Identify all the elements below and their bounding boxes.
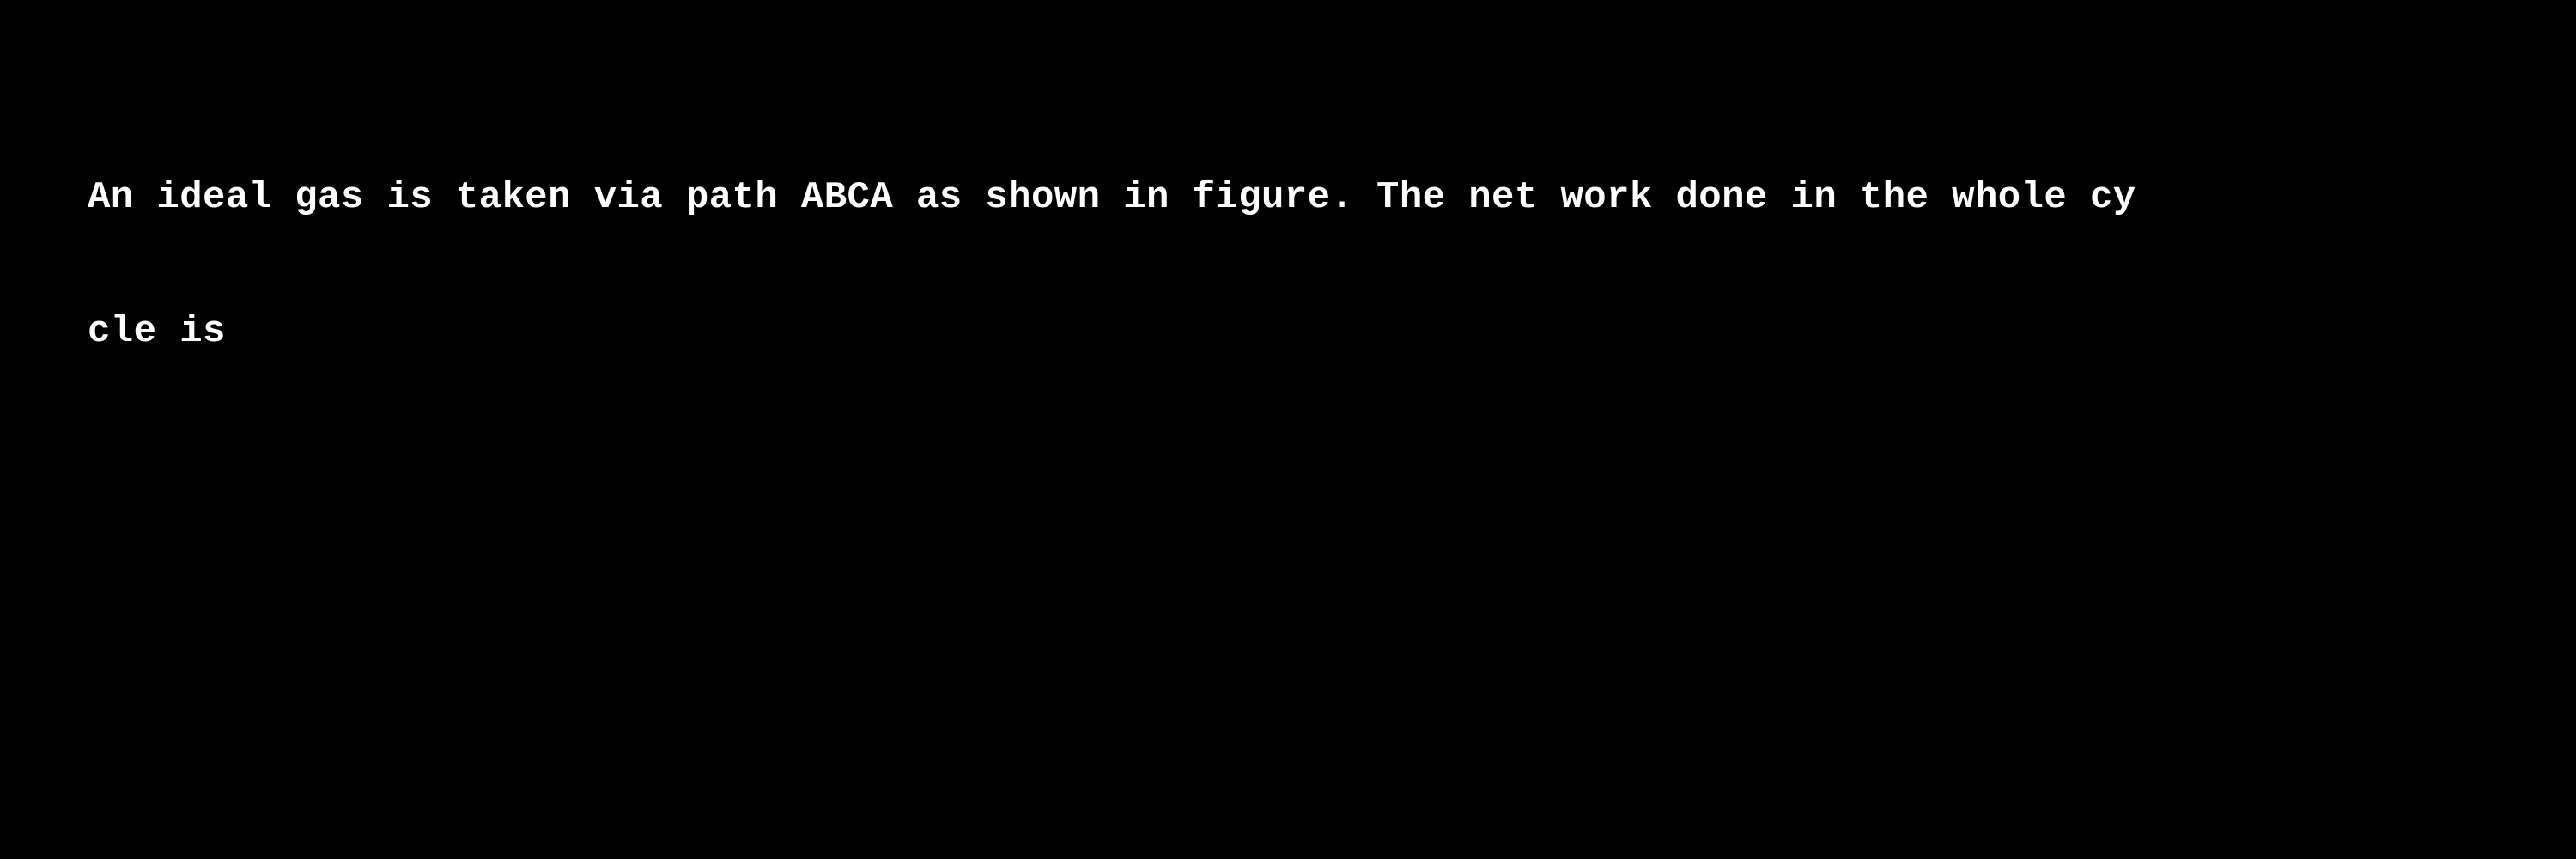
question-line-1: An ideal gas is taken via path ABCA as shown in figure. The net work done in the whole cy <box>88 176 2136 219</box>
question-text <box>88 86 2543 443</box>
question-line-2: cle is <box>88 310 226 353</box>
